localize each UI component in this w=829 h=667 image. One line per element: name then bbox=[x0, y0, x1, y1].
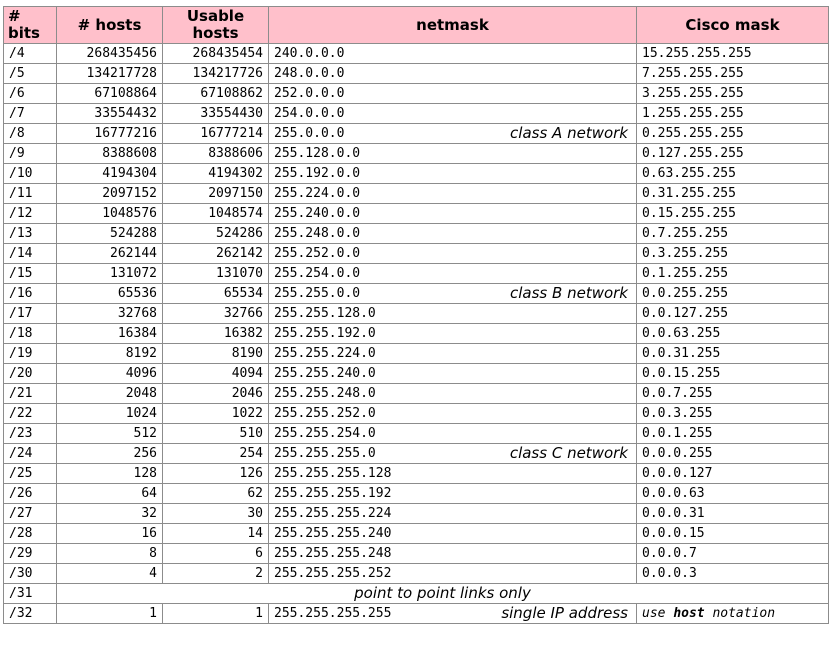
netmask-value: 255.128.0.0 bbox=[274, 146, 361, 161]
cell-hosts: 16777216 bbox=[57, 124, 163, 144]
cell-bits: /23 bbox=[4, 424, 57, 444]
cell-usable-hosts: 262142 bbox=[163, 244, 269, 264]
cisco-host-keyword: host bbox=[673, 606, 705, 621]
cell-usable-hosts: 32766 bbox=[163, 304, 269, 324]
cell-bits: /19 bbox=[4, 344, 57, 364]
table-row bbox=[4, 544, 829, 564]
table-row bbox=[4, 284, 829, 304]
netmask-value: 255.248.0.0 bbox=[274, 226, 361, 241]
cell-usable-hosts: 14 bbox=[163, 524, 269, 544]
cell-cisco-mask: 15.255.255.255 bbox=[637, 44, 829, 64]
cell-hosts: 2097152 bbox=[57, 184, 163, 204]
cell-netmask bbox=[269, 184, 637, 204]
cell-netmask bbox=[269, 464, 637, 484]
cell-usable-hosts: 6 bbox=[163, 544, 269, 564]
netmask-value: 255.255.224.0 bbox=[274, 346, 376, 361]
cell-cisco-mask: 0.31.255.255 bbox=[637, 184, 829, 204]
netmask-value: 255.224.0.0 bbox=[274, 186, 361, 201]
cell-hosts: 67108864 bbox=[57, 84, 163, 104]
netmask-value: 255.255.128.0 bbox=[274, 306, 376, 321]
cell-cisco-mask: 7.255.255.255 bbox=[637, 64, 829, 84]
table-row bbox=[4, 164, 829, 184]
cell-bits: /26 bbox=[4, 484, 57, 504]
cell-bits: /30 bbox=[4, 564, 57, 584]
cell-hosts: 8 bbox=[57, 544, 163, 564]
cell-cisco-mask: 0.0.0.3 bbox=[637, 564, 829, 584]
table-row bbox=[4, 464, 829, 484]
cell-hosts: 1048576 bbox=[57, 204, 163, 224]
cell-cisco-mask: 0.0.63.255 bbox=[637, 324, 829, 344]
cell-usable-hosts: 134217726 bbox=[163, 64, 269, 84]
table-row bbox=[4, 564, 829, 584]
cell-cisco-mask: 0.7.255.255 bbox=[637, 224, 829, 244]
table-row bbox=[4, 124, 829, 144]
cell-netmask bbox=[269, 244, 637, 264]
cell-usable-hosts: 268435454 bbox=[163, 44, 269, 64]
netmask-value: 255.255.248.0 bbox=[274, 386, 376, 401]
cell-netmask bbox=[269, 564, 637, 584]
cell-cisco-mask: 0.0.255.255 bbox=[637, 284, 829, 304]
cell-hosts: 32768 bbox=[57, 304, 163, 324]
table-row bbox=[4, 324, 829, 344]
cell-bits: /10 bbox=[4, 164, 57, 184]
cell-cisco-mask: 0.15.255.255 bbox=[637, 204, 829, 224]
cell-bits: /14 bbox=[4, 244, 57, 264]
table-row bbox=[4, 224, 829, 244]
cell-netmask bbox=[269, 504, 637, 524]
cell-netmask bbox=[269, 144, 637, 164]
table-row bbox=[4, 484, 829, 504]
cell-bits: /4 bbox=[4, 44, 57, 64]
cell-hosts: 16384 bbox=[57, 324, 163, 344]
cell-bits: /27 bbox=[4, 504, 57, 524]
table-row bbox=[4, 384, 829, 404]
cell-hosts: 8388608 bbox=[57, 144, 163, 164]
cell-netmask bbox=[269, 404, 637, 424]
header-cisco-mask: Cisco mask bbox=[637, 7, 829, 44]
cell-hosts: 33554432 bbox=[57, 104, 163, 124]
cell-usable-hosts: 8190 bbox=[163, 344, 269, 364]
header-hosts: # hosts bbox=[57, 7, 163, 44]
cell-netmask bbox=[269, 604, 637, 624]
table-row bbox=[4, 304, 829, 324]
netmask-value: 255.255.255.128 bbox=[274, 466, 392, 481]
netmask-value: 255.252.0.0 bbox=[274, 246, 361, 261]
cell-cisco-mask: 0.0.31.255 bbox=[637, 344, 829, 364]
network-class-note: class C network bbox=[509, 444, 628, 462]
cell-bits: /21 bbox=[4, 384, 57, 404]
cell-usable-hosts: 126 bbox=[163, 464, 269, 484]
cell-cisco-mask: 0.0.15.255 bbox=[637, 364, 829, 384]
cell-hosts: 2048 bbox=[57, 384, 163, 404]
table-row bbox=[4, 244, 829, 264]
cell-hosts: 131072 bbox=[57, 264, 163, 284]
table-row bbox=[4, 184, 829, 204]
cell-netmask bbox=[269, 444, 637, 464]
cell-netmask bbox=[269, 264, 637, 284]
cell-hosts: 268435456 bbox=[57, 44, 163, 64]
cell-hosts: 4194304 bbox=[57, 164, 163, 184]
cell-usable-hosts: 131070 bbox=[163, 264, 269, 284]
netmask-value: 255.255.255.224 bbox=[274, 506, 392, 521]
cell-bits: /13 bbox=[4, 224, 57, 244]
netmask-value: 255.255.255.248 bbox=[274, 546, 392, 561]
netmask-value: 255.254.0.0 bbox=[274, 266, 361, 281]
cell-netmask bbox=[269, 364, 637, 384]
cell-cisco-mask: 0.0.0.7 bbox=[637, 544, 829, 564]
cell-cisco-mask: 0.0.7.255 bbox=[637, 384, 829, 404]
cell-netmask bbox=[269, 204, 637, 224]
netmask-value: 240.0.0.0 bbox=[274, 46, 345, 61]
cell-netmask bbox=[269, 44, 637, 64]
netmask-value: 255.255.255.240 bbox=[274, 526, 392, 541]
cell-netmask bbox=[269, 84, 637, 104]
netmask-value: 255.255.255.192 bbox=[274, 486, 392, 501]
cell-bits: /11 bbox=[4, 184, 57, 204]
netmask-value: 255.192.0.0 bbox=[274, 166, 361, 181]
cell-cisco-mask: 3.255.255.255 bbox=[637, 84, 829, 104]
cell-cisco-mask: 0.1.255.255 bbox=[637, 264, 829, 284]
cell-usable-hosts: 1048574 bbox=[163, 204, 269, 224]
cell-netmask bbox=[269, 524, 637, 544]
netmask-value: 255.255.255.252 bbox=[274, 566, 392, 581]
header-bits: # bits bbox=[4, 7, 57, 44]
cisco-suffix: notation bbox=[712, 606, 776, 621]
cell-bits: /29 bbox=[4, 544, 57, 564]
netmask-value: 255.255.254.0 bbox=[274, 426, 376, 441]
cell-hosts: 4 bbox=[57, 564, 163, 584]
table-body bbox=[4, 44, 829, 624]
cell-bits: /28 bbox=[4, 524, 57, 544]
cell-cisco-mask: 0.127.255.255 bbox=[637, 144, 829, 164]
cell-cisco-mask: 1.255.255.255 bbox=[637, 104, 829, 124]
cell-usable-hosts: 33554430 bbox=[163, 104, 269, 124]
cell-cisco-mask: 0.63.255.255 bbox=[637, 164, 829, 184]
cell-cisco-mask bbox=[637, 604, 829, 624]
table-row bbox=[4, 104, 829, 124]
cell-usable-hosts: 4194302 bbox=[163, 164, 269, 184]
cell-netmask bbox=[269, 424, 637, 444]
table-row bbox=[4, 344, 829, 364]
cell-usable-hosts: 16382 bbox=[163, 324, 269, 344]
cell-hosts: 262144 bbox=[57, 244, 163, 264]
table-row bbox=[4, 524, 829, 544]
cell-netmask bbox=[269, 304, 637, 324]
netmask-value: 252.0.0.0 bbox=[274, 86, 345, 101]
cell-netmask bbox=[269, 104, 637, 124]
cell-usable-hosts: 16777214 bbox=[163, 124, 269, 144]
netmask-value: 254.0.0.0 bbox=[274, 106, 345, 121]
cell-netmask bbox=[269, 164, 637, 184]
cell-bits: /7 bbox=[4, 104, 57, 124]
cell-cisco-mask: 0.0.0.31 bbox=[637, 504, 829, 524]
cell-bits: /8 bbox=[4, 124, 57, 144]
table-row bbox=[4, 364, 829, 384]
table-row bbox=[4, 424, 829, 444]
cell-netmask bbox=[269, 124, 637, 144]
cell-usable-hosts: 62 bbox=[163, 484, 269, 504]
cell-cisco-mask: 0.0.0.255 bbox=[637, 444, 829, 464]
cell-hosts: 32 bbox=[57, 504, 163, 524]
cell-bits: /5 bbox=[4, 64, 57, 84]
table-row bbox=[4, 84, 829, 104]
cell-bits: /22 bbox=[4, 404, 57, 424]
cell-usable-hosts: 524286 bbox=[163, 224, 269, 244]
cell-usable-hosts: 510 bbox=[163, 424, 269, 444]
network-class-note: class A network bbox=[510, 124, 628, 142]
cell-hosts: 512 bbox=[57, 424, 163, 444]
cell-hosts: 8192 bbox=[57, 344, 163, 364]
cell-bits: /18 bbox=[4, 324, 57, 344]
cell-usable-hosts: 8388606 bbox=[163, 144, 269, 164]
header-row bbox=[4, 7, 829, 44]
cell-hosts: 4096 bbox=[57, 364, 163, 384]
cell-usable-hosts: 254 bbox=[163, 444, 269, 464]
table-row-31 bbox=[4, 584, 829, 604]
cell-bits: /31 bbox=[4, 584, 57, 604]
cell-usable-hosts: 1022 bbox=[163, 404, 269, 424]
cell-hosts: 524288 bbox=[57, 224, 163, 244]
netmask-value: 255.240.0.0 bbox=[274, 206, 361, 221]
cell-netmask bbox=[269, 64, 637, 84]
netmask-value: 255.255.0.0 bbox=[274, 286, 361, 301]
cell-hosts: 65536 bbox=[57, 284, 163, 304]
netmask-value: 255.255.252.0 bbox=[274, 406, 376, 421]
netmask-value: 248.0.0.0 bbox=[274, 66, 345, 81]
cell-hosts: 1024 bbox=[57, 404, 163, 424]
point-to-point-note: point to point links only bbox=[57, 584, 829, 604]
cell-usable-hosts: 67108862 bbox=[163, 84, 269, 104]
table-row bbox=[4, 44, 829, 64]
cell-cisco-mask: 0.0.1.255 bbox=[637, 424, 829, 444]
netmask-value: 255.0.0.0 bbox=[274, 126, 345, 141]
single-ip-note: single IP address bbox=[501, 604, 628, 622]
cell-usable-hosts: 30 bbox=[163, 504, 269, 524]
cell-cisco-mask: 0.0.127.255 bbox=[637, 304, 829, 324]
cell-usable-hosts: 2097150 bbox=[163, 184, 269, 204]
table-row bbox=[4, 444, 829, 464]
table-row bbox=[4, 144, 829, 164]
table-row-32 bbox=[4, 604, 829, 624]
cell-usable-hosts: 4094 bbox=[163, 364, 269, 384]
cell-bits: /20 bbox=[4, 364, 57, 384]
cell-cisco-mask: 0.255.255.255 bbox=[637, 124, 829, 144]
cell-usable-hosts: 2 bbox=[163, 564, 269, 584]
cell-bits: /12 bbox=[4, 204, 57, 224]
cell-hosts: 128 bbox=[57, 464, 163, 484]
cell-hosts: 64 bbox=[57, 484, 163, 504]
cell-bits: /25 bbox=[4, 464, 57, 484]
cell-cisco-mask: 0.0.0.127 bbox=[637, 464, 829, 484]
table-row bbox=[4, 64, 829, 84]
header-usable-hosts: Usable hosts bbox=[163, 7, 269, 44]
cell-hosts: 1 bbox=[57, 604, 163, 624]
cell-cisco-mask: 0.0.0.63 bbox=[637, 484, 829, 504]
cell-cisco-mask: 0.0.3.255 bbox=[637, 404, 829, 424]
table-row bbox=[4, 204, 829, 224]
header-netmask: netmask bbox=[269, 7, 637, 44]
cell-bits: /16 bbox=[4, 284, 57, 304]
cell-netmask bbox=[269, 484, 637, 504]
cell-netmask bbox=[269, 324, 637, 344]
cell-bits: /9 bbox=[4, 144, 57, 164]
cell-netmask bbox=[269, 344, 637, 364]
netmask-value: 255.255.255.0 bbox=[274, 446, 376, 461]
cell-cisco-mask: 0.3.255.255 bbox=[637, 244, 829, 264]
cell-netmask bbox=[269, 284, 637, 304]
cell-usable-hosts: 1 bbox=[163, 604, 269, 624]
cell-hosts: 256 bbox=[57, 444, 163, 464]
subnet-mask-table bbox=[3, 6, 829, 624]
netmask-value: 255.255.240.0 bbox=[274, 366, 376, 381]
cell-usable-hosts: 65534 bbox=[163, 284, 269, 304]
table-row bbox=[4, 264, 829, 284]
cell-hosts: 16 bbox=[57, 524, 163, 544]
cell-netmask bbox=[269, 384, 637, 404]
cell-netmask bbox=[269, 224, 637, 244]
network-class-note: class B network bbox=[510, 284, 628, 302]
cell-usable-hosts: 2046 bbox=[163, 384, 269, 404]
cell-bits: /15 bbox=[4, 264, 57, 284]
cell-bits: /6 bbox=[4, 84, 57, 104]
cisco-prefix: use bbox=[642, 606, 666, 621]
cell-bits: /32 bbox=[4, 604, 57, 624]
cell-netmask bbox=[269, 544, 637, 564]
table-row bbox=[4, 404, 829, 424]
cell-bits: /17 bbox=[4, 304, 57, 324]
netmask-value: 255.255.255.255 bbox=[274, 606, 392, 621]
netmask-value: 255.255.192.0 bbox=[274, 326, 376, 341]
table-row bbox=[4, 504, 829, 524]
cell-bits: /24 bbox=[4, 444, 57, 464]
cell-cisco-mask: 0.0.0.15 bbox=[637, 524, 829, 544]
cell-hosts: 134217728 bbox=[57, 64, 163, 84]
